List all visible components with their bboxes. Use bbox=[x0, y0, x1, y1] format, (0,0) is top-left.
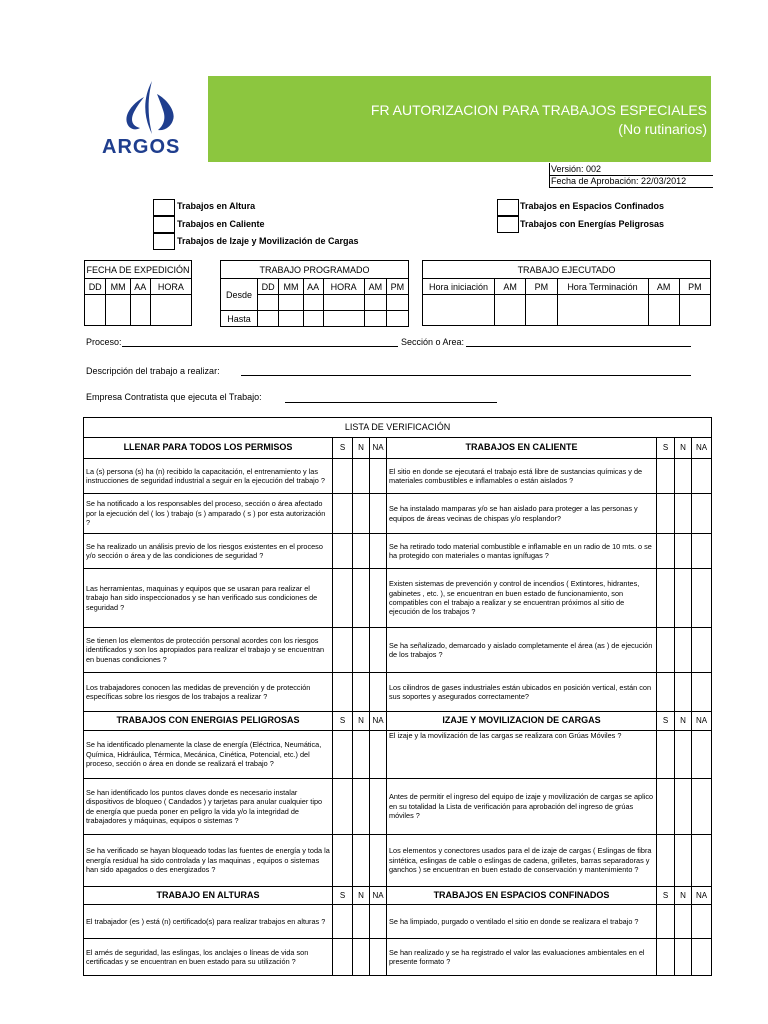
work-type-altura: Trabajos en Altura bbox=[177, 201, 256, 211]
seccion-input[interactable] bbox=[466, 346, 691, 347]
input-cell[interactable] bbox=[557, 295, 648, 326]
answer-na[interactable] bbox=[692, 939, 712, 976]
answer-n[interactable] bbox=[675, 835, 692, 887]
answer-s[interactable] bbox=[657, 534, 675, 569]
answer-s[interactable] bbox=[333, 673, 353, 712]
answer-n[interactable] bbox=[353, 494, 370, 534]
checklist-row bbox=[84, 939, 712, 976]
col-dd: DD bbox=[85, 279, 106, 295]
proceso-input[interactable] bbox=[122, 346, 398, 347]
question: Se han identificado los puntos claves donde es necesario instalar dispositivos de bloqueo ( Candados ) y tarjetas para anular cualquier tipo de energía que pueda poner en peligro la vida y/o la integridad de trabajadores y máquinas, equipos o sistemas ? bbox=[84, 779, 333, 835]
answer-na[interactable] bbox=[692, 835, 712, 887]
answer-s[interactable] bbox=[333, 459, 353, 494]
checkbox-energias[interactable] bbox=[497, 216, 519, 233]
section-title: LLENAR PARA TODOS LOS PERMISOS bbox=[84, 438, 333, 459]
section-title: TRABAJOS EN ESPACIOS CONFINADOS bbox=[387, 887, 657, 905]
answer-n[interactable] bbox=[353, 534, 370, 569]
trabajo-ejecutado-table bbox=[422, 260, 711, 326]
question: Se ha señalizado, demarcado y aislado completamente el área (as ) de ejecución de los trabajos ? bbox=[387, 628, 657, 673]
answer-na[interactable] bbox=[692, 459, 712, 494]
answer-n[interactable] bbox=[675, 673, 692, 712]
form-title: FR AUTORIZACION PARA TRABAJOS ESPECIALES bbox=[370, 102, 707, 118]
argos-logo bbox=[92, 76, 208, 162]
question: Se ha realizado un análisis previo de los riesgos existentes en el proceso y/o sección o área y de las condiciones de seguridad ? bbox=[84, 534, 333, 569]
col-pm: PM bbox=[386, 279, 408, 295]
work-type-caliente: Trabajos en Caliente bbox=[177, 219, 265, 229]
fecha-expedicion-table bbox=[84, 260, 192, 326]
answer-s[interactable] bbox=[333, 628, 353, 673]
section-title: TRABAJO EN ALTURAS bbox=[84, 887, 333, 905]
answer-s[interactable] bbox=[657, 905, 675, 939]
col-n: N bbox=[675, 712, 692, 731]
fecha-expedicion-title: FECHA DE EXPEDICIÓN bbox=[85, 261, 192, 279]
answer-n[interactable] bbox=[675, 459, 692, 494]
answer-s[interactable] bbox=[333, 494, 353, 534]
answer-n[interactable] bbox=[353, 905, 370, 939]
col-am: AM bbox=[648, 279, 679, 295]
question: Los trabajadores conocen las medidas de prevención y de protección específicas sobre los riesgos de los trabajos a realizar ? bbox=[84, 673, 333, 712]
col-s: S bbox=[657, 712, 675, 731]
col-pm: PM bbox=[526, 279, 557, 295]
checklist-row bbox=[84, 905, 712, 939]
answer-s[interactable] bbox=[657, 494, 675, 534]
checklist-row bbox=[84, 731, 712, 779]
section-title: TRABAJOS CON ENERGIAS PELIGROSAS bbox=[84, 712, 333, 731]
answer-na[interactable] bbox=[370, 494, 387, 534]
descripcion-input[interactable] bbox=[241, 375, 691, 376]
question: Las herramientas, maquinas y equipos que se usaran para realizar el trabajo han sido inspeccionados y se han verificado sus condiciones de seguridad ? bbox=[84, 569, 333, 628]
question: El arnés de seguridad, las eslingas, los anclajes o líneas de vida son certificadas y se encuentran en buen estado para su utilización ? bbox=[84, 939, 333, 976]
col-na: NA bbox=[370, 887, 387, 905]
input-cell[interactable] bbox=[364, 311, 386, 327]
input-cell[interactable] bbox=[85, 295, 106, 326]
answer-s[interactable] bbox=[333, 905, 353, 939]
answer-s[interactable] bbox=[333, 835, 353, 887]
answer-n[interactable] bbox=[353, 731, 370, 779]
answer-s[interactable] bbox=[657, 673, 675, 712]
col-na: NA bbox=[692, 712, 712, 731]
col-na: NA bbox=[370, 712, 387, 731]
col-n: N bbox=[353, 712, 370, 731]
col-mm: MM bbox=[279, 279, 303, 295]
checklist-row bbox=[84, 779, 712, 835]
answer-na[interactable] bbox=[692, 494, 712, 534]
answer-n[interactable] bbox=[675, 628, 692, 673]
input-cell[interactable] bbox=[303, 295, 323, 311]
answer-na[interactable] bbox=[370, 779, 387, 835]
col-aa: AA bbox=[130, 279, 150, 295]
input-cell[interactable] bbox=[258, 295, 279, 311]
answer-na[interactable] bbox=[370, 534, 387, 569]
checklist-row bbox=[84, 534, 712, 569]
input-cell[interactable] bbox=[303, 311, 323, 327]
answer-n[interactable] bbox=[675, 731, 692, 779]
answer-na[interactable] bbox=[692, 628, 712, 673]
checklist-table bbox=[83, 417, 712, 976]
col-hora: HORA bbox=[323, 279, 364, 295]
question: Los elementos y conectores usados para el de izaje de cargas ( Eslingas de fibra sintética, eslingas de cable o eslingas de cadena, grilletes, barras separadoras y ganchos ) se encuentran en buen estado de conservación y mantenimiento ? bbox=[387, 835, 657, 887]
answer-s[interactable] bbox=[657, 628, 675, 673]
question: Se ha identificado plenamente la clase de energía (Eléctrica, Neumática, Química, Hidráulica, Térmica, Mecánica, Cinética, Potencial, etc.) del proceso, sección o área en donde se realizará el trabajo ? bbox=[84, 731, 333, 779]
checklist-title: LISTA DE VERIFICACIÓN bbox=[84, 418, 712, 438]
question: Se ha instalado mamparas y/o se han aislado para proteger a las personas y equipos de áreas vecinas de chispas y/o resplandor? bbox=[387, 494, 657, 534]
work-type-energias: Trabajos con Energías Peligrosas bbox=[520, 219, 665, 229]
input-cell[interactable] bbox=[323, 295, 364, 311]
answer-na[interactable] bbox=[370, 835, 387, 887]
col-n: N bbox=[675, 887, 692, 905]
input-cell[interactable] bbox=[386, 311, 408, 327]
answer-n[interactable] bbox=[675, 939, 692, 976]
answer-s[interactable] bbox=[333, 779, 353, 835]
answer-s[interactable] bbox=[657, 779, 675, 835]
col-mm: MM bbox=[106, 279, 130, 295]
work-type-confinados: Trabajos en Espacios Confinados bbox=[520, 201, 665, 211]
input-cell[interactable] bbox=[386, 295, 408, 311]
section-title: IZAJE Y MOVILIZACION DE CARGAS bbox=[387, 712, 657, 731]
answer-s[interactable] bbox=[333, 534, 353, 569]
question: Se ha verificado se hayan bloqueado todas las fuentes de energía y toda la energía residual ha sido controlada y las maquinas , equipos o sistemas han sido apagados o des energizados ? bbox=[84, 835, 333, 887]
question: El sitio en donde se ejecutará el trabajo está libre de sustancias químicas y de materiales combustibles e inflamables o están aislados ? bbox=[387, 459, 657, 494]
input-cell[interactable] bbox=[495, 295, 526, 326]
answer-na[interactable] bbox=[692, 905, 712, 939]
question: Antes de permitir el ingreso del equipo de izaje y movilización de cargas se aplico en su totalidad la Lista de verificación para aprobación del ingreso de grúas móviles ? bbox=[387, 779, 657, 835]
answer-n[interactable] bbox=[675, 534, 692, 569]
checklist-row bbox=[84, 628, 712, 673]
answer-n[interactable] bbox=[675, 494, 692, 534]
answer-na[interactable] bbox=[370, 731, 387, 779]
col-hora-terminacion: Hora Terminación bbox=[557, 279, 648, 295]
answer-na[interactable] bbox=[692, 673, 712, 712]
col-n: N bbox=[353, 887, 370, 905]
answer-n[interactable] bbox=[353, 673, 370, 712]
col-am: AM bbox=[495, 279, 526, 295]
title-banner bbox=[208, 76, 711, 162]
col-hora-iniciacion: Hora iniciación bbox=[423, 279, 495, 295]
checklist-row bbox=[84, 569, 712, 628]
input-cell[interactable] bbox=[150, 295, 191, 326]
answer-na[interactable] bbox=[692, 569, 712, 628]
question: Existen sistemas de prevención y control de incendios ( Extintores, hidrantes, gabinetes , etc. ), se encuentran en buen estado de funcionamiento, son compatibles con el trabajo a realizar y se encuentran próximos al sitio de ejecución de los trabajos ? bbox=[387, 569, 657, 628]
version-label: Versión: 002 bbox=[549, 163, 713, 176]
checklist-row bbox=[84, 835, 712, 887]
col-hora: HORA bbox=[150, 279, 191, 295]
question: La (s) persona (s) ha (n) recibido la capacitación, el entrenamiento y las instrucciones de seguridad industrial a seguir en la ejecución del trabajo ? bbox=[84, 459, 333, 494]
checkbox-confinados[interactable] bbox=[497, 199, 519, 216]
question: Se ha retirado todo material combustible e inflamable en un radio de 10 mts. o se ha protegido con materiales o mantas ignífugas ? bbox=[387, 534, 657, 569]
answer-s[interactable] bbox=[657, 459, 675, 494]
answer-na[interactable] bbox=[692, 779, 712, 835]
question: Se ha limpiado, purgado o ventilado el sitio en donde se realizara el trabajo ? bbox=[387, 905, 657, 939]
answer-n[interactable] bbox=[353, 939, 370, 976]
answer-s[interactable] bbox=[333, 731, 353, 779]
trabajo-programado-title: TRABAJO PROGRAMADO bbox=[221, 261, 409, 279]
col-dd: DD bbox=[258, 279, 279, 295]
question: Los cilindros de gases industriales están ubicados en posición vertical, están con sus soportes y asegurados correctamente? bbox=[387, 673, 657, 712]
form-subtitle: (No rutinarios) bbox=[618, 121, 707, 137]
answer-s[interactable] bbox=[657, 835, 675, 887]
answer-n[interactable] bbox=[353, 779, 370, 835]
descripcion-label: Descripción del trabajo a realizar: bbox=[86, 366, 220, 376]
answer-na[interactable] bbox=[692, 534, 712, 569]
answer-s[interactable] bbox=[657, 939, 675, 976]
input-cell[interactable] bbox=[130, 295, 150, 326]
answer-n[interactable] bbox=[353, 459, 370, 494]
question: El izaje y la movilización de las cargas se realizara con Grúas Móviles ? bbox=[387, 731, 657, 779]
input-cell[interactable] bbox=[279, 295, 303, 311]
proceso-label: Proceso: bbox=[86, 337, 122, 347]
col-aa: AA bbox=[303, 279, 323, 295]
checklist-row bbox=[84, 459, 712, 494]
answer-na[interactable] bbox=[370, 628, 387, 673]
checkbox-caliente[interactable] bbox=[153, 216, 175, 233]
desde-label: Desde bbox=[221, 279, 258, 311]
answer-s[interactable] bbox=[333, 569, 353, 628]
col-am: AM bbox=[364, 279, 386, 295]
col-na: NA bbox=[370, 438, 387, 459]
answer-s[interactable] bbox=[657, 569, 675, 628]
answer-n[interactable] bbox=[353, 628, 370, 673]
answer-na[interactable] bbox=[692, 731, 712, 779]
answer-na[interactable] bbox=[370, 905, 387, 939]
col-s: S bbox=[333, 712, 353, 731]
col-n: N bbox=[353, 438, 370, 459]
checklist-row bbox=[84, 673, 712, 712]
question: Se tienen los elementos de protección personal acordes con los riesgos identificados y son los apropiados para realizar el trabajo y se encuentran en buenas condiciones ? bbox=[84, 628, 333, 673]
brand-name: ARGOS bbox=[102, 136, 181, 158]
input-cell[interactable] bbox=[323, 311, 364, 327]
answer-na[interactable] bbox=[370, 939, 387, 976]
answer-na[interactable] bbox=[370, 673, 387, 712]
answer-n[interactable] bbox=[675, 779, 692, 835]
question: Se han realizado y se ha registrado el valor las evaluaciones ambientales en el presente formato ? bbox=[387, 939, 657, 976]
answer-na[interactable] bbox=[370, 459, 387, 494]
input-cell[interactable] bbox=[679, 295, 710, 326]
answer-n[interactable] bbox=[353, 835, 370, 887]
input-cell[interactable] bbox=[258, 311, 279, 327]
empresa-label: Empresa Contratista que ejecuta el Trabajo: bbox=[86, 392, 262, 402]
input-cell[interactable] bbox=[526, 295, 557, 326]
col-n: N bbox=[675, 438, 692, 459]
answer-na[interactable] bbox=[370, 569, 387, 628]
col-na: NA bbox=[692, 438, 712, 459]
input-cell[interactable] bbox=[279, 311, 303, 327]
answer-s[interactable] bbox=[657, 731, 675, 779]
checkbox-altura[interactable] bbox=[153, 199, 175, 216]
input-cell[interactable] bbox=[648, 295, 679, 326]
input-cell[interactable] bbox=[106, 295, 130, 326]
empresa-input[interactable] bbox=[285, 402, 497, 403]
input-cell[interactable] bbox=[364, 295, 386, 311]
col-na: NA bbox=[692, 887, 712, 905]
checkbox-izaje[interactable] bbox=[153, 233, 175, 250]
answer-s[interactable] bbox=[333, 939, 353, 976]
trabajo-ejecutado-title: TRABAJO EJECUTADO bbox=[423, 261, 711, 279]
answer-n[interactable] bbox=[353, 569, 370, 628]
hasta-label: Hasta bbox=[221, 311, 258, 327]
col-pm: PM bbox=[679, 279, 710, 295]
section-title: TRABAJOS EN CALIENTE bbox=[387, 438, 657, 459]
col-s: S bbox=[333, 887, 353, 905]
trabajo-programado-table bbox=[220, 260, 409, 327]
checklist-row bbox=[84, 494, 712, 534]
question: El trabajador (es ) está (n) certificado(s) para realizar trabajos en alturas ? bbox=[84, 905, 333, 939]
col-s: S bbox=[333, 438, 353, 459]
answer-n[interactable] bbox=[675, 905, 692, 939]
question: Se ha notificado a los responsables del proceso, sección o área afectado por la ejecución del ( los ) trabajo (s ) amparado ( s ) por esta autorización ? bbox=[84, 494, 333, 534]
col-s: S bbox=[657, 887, 675, 905]
seccion-label: Sección o Area: bbox=[401, 337, 465, 347]
col-s: S bbox=[657, 438, 675, 459]
answer-n[interactable] bbox=[675, 569, 692, 628]
work-type-izaje: Trabajos de Izaje y Movilización de Cargas bbox=[177, 236, 359, 246]
input-cell[interactable] bbox=[423, 295, 495, 326]
approval-date-label: Fecha de Aprobación: 22/03/2012 bbox=[549, 175, 713, 188]
